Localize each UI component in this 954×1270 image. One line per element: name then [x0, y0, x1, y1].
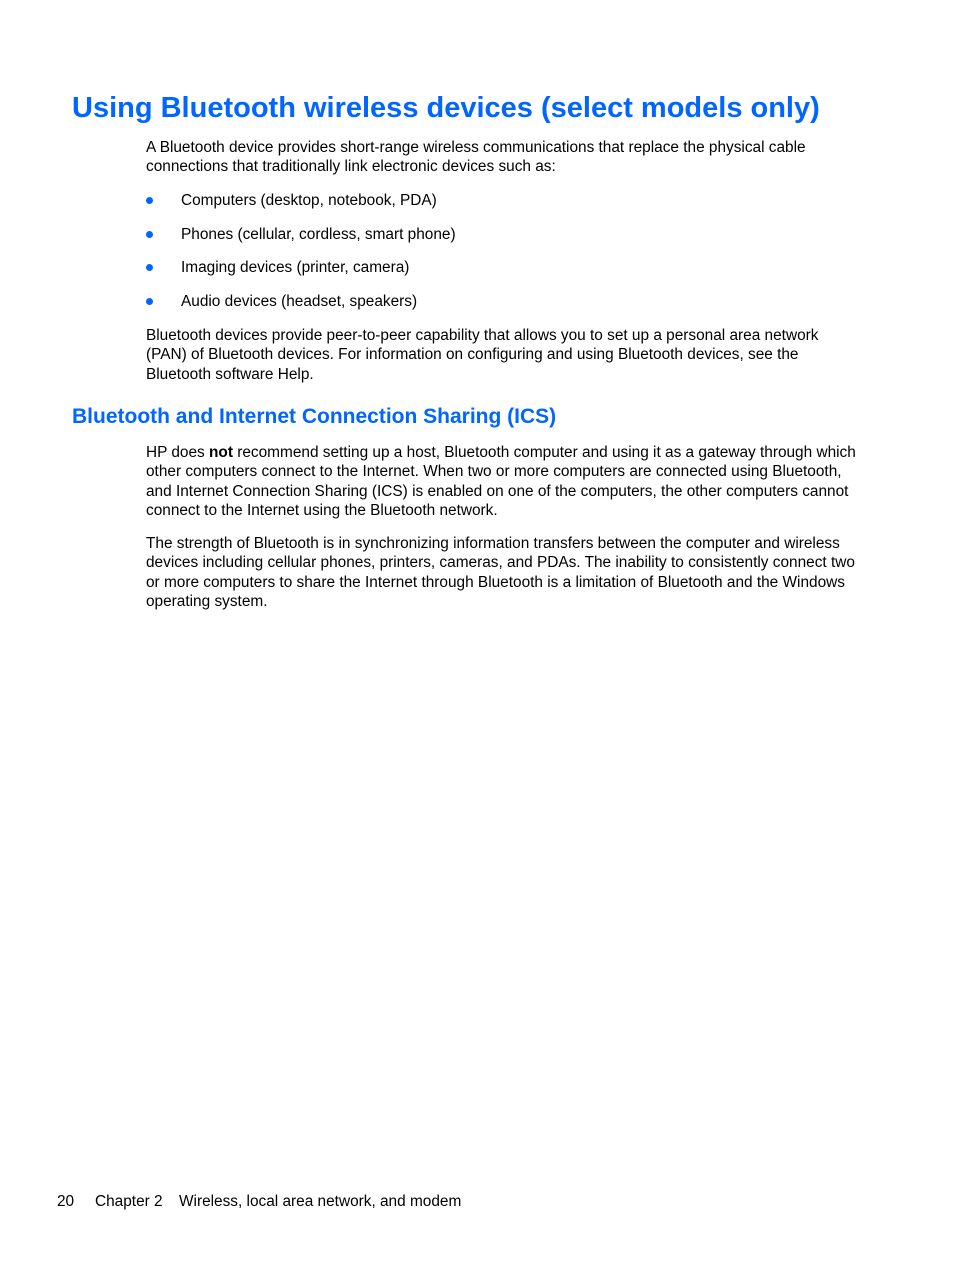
ics-paragraph — [146, 443, 861, 520]
intro-paragraph: A Bluetooth device provides short-range wireless communications that replace the physical cable connections that traditionally link electronic devices such as: — [146, 139, 806, 176]
pan-paragraph: Bluetooth devices provide peer-to-peer capability that allows you to set up a personal area network (PAN) of Bluetooth devices. For information on configuring and using Bluetooth devices, see the Bluetooth software Help. — [146, 327, 819, 383]
footer-chapter-title: Wireless, local area network, and modem — [179, 1193, 462, 1210]
list-item-text: Imaging devices (printer, camera) — [181, 259, 410, 276]
list-item-text: Phones (cellular, cordless, smart phone) — [181, 226, 456, 243]
bullet-icon — [146, 197, 153, 204]
bullet-icon — [146, 231, 153, 238]
ics-text-start: HP does — [146, 444, 210, 461]
emphasis-not: not — [209, 444, 233, 461]
section-heading: Bluetooth and Internet Connection Sharing (ICS) — [72, 405, 557, 428]
bullet-icon — [146, 298, 153, 305]
strength-paragraph: The strength of Bluetooth is in synchronizing information transfers between the computer and wireless devices including cellular phones, printers, cameras, and PDAs. The inability to consistently connect two or more computers to share the Internet through Bluetooth is a limitation of Bluetooth and the Windows operating system. — [146, 535, 855, 610]
page-number: 20 — [57, 1193, 75, 1210]
bullet-icon — [146, 264, 153, 271]
footer-chapter: Chapter 2 — [95, 1193, 163, 1210]
list-item-text: Computers (desktop, notebook, PDA) — [181, 192, 437, 209]
list-item-text: Audio devices (headset, speakers) — [181, 293, 418, 310]
ics-text-rest: recommend setting up a host, Bluetooth computer and using it as a gateway through which other computers connect to the Internet. When two or more computers are connected using Bluetooth, and Internet Connection Sharing (ICS) is enabled on one of the computers, the other computers cannot connect to the Internet using the Bluetooth network. — [146, 444, 856, 519]
page-title: Using Bluetooth wireless devices (select models only) — [72, 92, 820, 124]
